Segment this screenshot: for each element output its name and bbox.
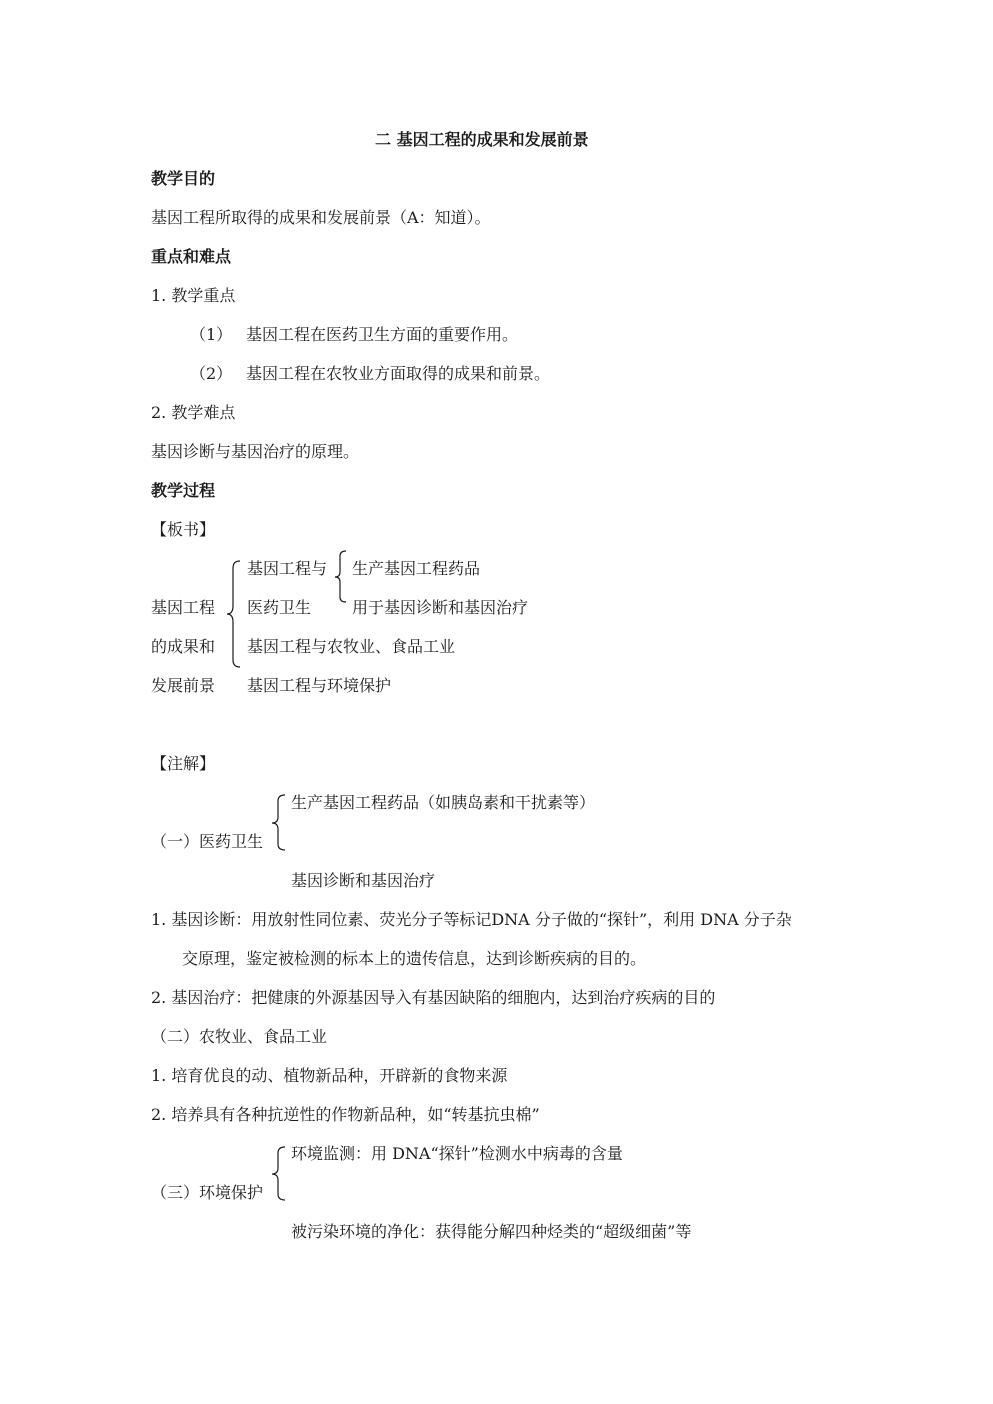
notes-therapy: 2. 基因治疗：把健康的外源基因导入有基因缺陷的细胞内，达到治疗疾病的目的 (151, 988, 716, 1007)
notes-agri-2: 2. 培养具有各种抗逆性的作物新品种，如“转基抗虫棉” (151, 1105, 540, 1124)
board-branch1-sub-2: 用于基因诊断和基因治疗 (352, 598, 529, 617)
key-sub1-num: （1） (190, 325, 233, 344)
board-branch-2: 基因工程与农牧业、食品工业 (247, 637, 456, 656)
notes-env-2: 被污染环境的净化：获得能分解四种烃类的“超级细菌”等 (291, 1222, 692, 1241)
board-branch-3: 基因工程与环境保护 (247, 676, 392, 695)
notes-part3-brace (271, 1146, 287, 1202)
notes-label: 【注解】 (151, 754, 216, 773)
notes-part2-label: （二）农牧业、食品工业 (151, 1027, 328, 1046)
board-root-line-1: 基因工程 (151, 598, 216, 617)
board-main-brace (226, 560, 242, 668)
board-label: 【板书】 (151, 520, 216, 539)
key-sub2-num: （2） (190, 364, 233, 383)
notes-part1-label: （一）医药卫生 (151, 832, 264, 851)
notes-diagnosis-line-2: 交原理，鉴定被检测的标本上的遗传信息，达到诊断疾病的目的。 (182, 949, 647, 968)
key-item-1: 1. 教学重点 (151, 286, 236, 305)
purpose-text: 基因工程所取得的成果和发展前景（A：知道）。 (151, 208, 491, 227)
key-sub2-text: 基因工程在农牧业方面取得的成果和前景。 (246, 364, 551, 383)
board-root-line-2: 的成果和 (151, 637, 216, 656)
key-heading: 重点和难点 (151, 247, 232, 266)
purpose-heading: 教学目的 (151, 169, 216, 188)
key-item-2: 2. 教学难点 (151, 403, 236, 422)
notes-part1-sub-2: 基因诊断和基因治疗 (291, 871, 436, 890)
notes-agri-1: 1. 培育优良的动、植物新品种，开辟新的食物来源 (151, 1066, 508, 1085)
notes-env-1: 环境监测：用 DNA“探针”检测水中病毒的含量 (291, 1144, 623, 1163)
notes-part3-label: （三）环境保护 (151, 1183, 264, 1202)
notes-diagnosis-line-1: 1. 基因诊断：用放射性同位素、荧光分子等标记DNA 分子做的“探针”，利用 DNA 分子杂 (151, 910, 792, 929)
difficulty-text: 基因诊断与基因治疗的原理。 (151, 442, 360, 461)
process-heading: 教学过程 (151, 481, 216, 500)
notes-part1-sub-1: 生产基因工程药品（如胰岛素和干扰素等） (291, 793, 596, 812)
board-branch1-sub-1: 生产基因工程药品 (352, 559, 481, 578)
key-sub1-text: 基因工程在医药卫生方面的重要作用。 (246, 325, 519, 344)
board-sub-brace (334, 550, 348, 604)
board-branch1-line-1: 基因工程与 (247, 559, 328, 578)
board-root-line-3: 发展前景 (151, 676, 216, 695)
page-title: 二 基因工程的成果和发展前景 (375, 130, 589, 149)
notes-part1-brace (271, 794, 287, 852)
board-branch1-line-2: 医药卫生 (247, 598, 312, 617)
